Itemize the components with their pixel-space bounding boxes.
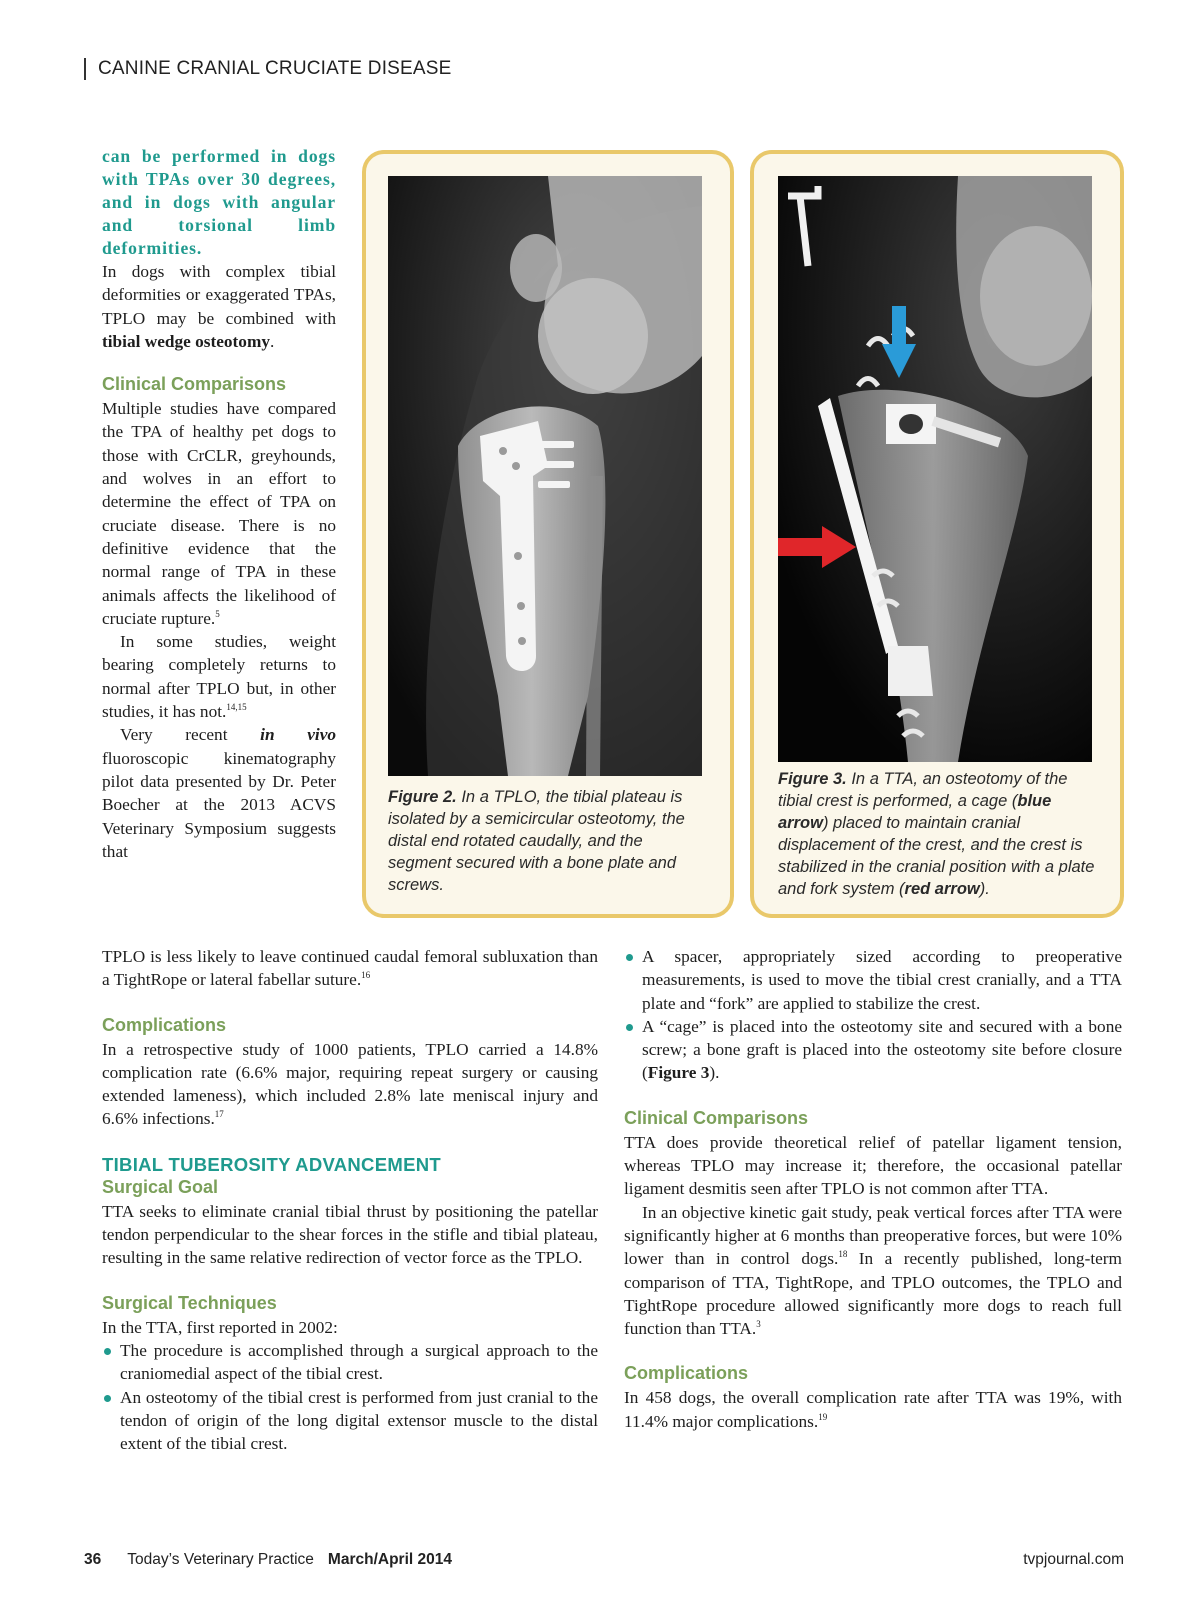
text-run: Multiple studies have compared the TPA of healthy pet dogs to those with CrCLR, greyhounds, and wolves in an effort to determine the effect of TPA on cruciate disease. There is no definitive evidence that the normal range of TPA in these animals affects the likelihood of cruciate rupture. — [102, 399, 336, 628]
paragraph-tpa-studies — [102, 397, 336, 630]
page-number: 36 — [84, 1551, 102, 1568]
paragraph-tibial-wedge — [102, 260, 336, 353]
bullet-list-left — [102, 1339, 598, 1455]
paragraph-patellar: TTA does provide theoretical relief of patellar ligament tension, whereas TPLO may increase it; therefore, the occasional patellar ligament desmitis seen after TPLO is not common after TTA. — [624, 1132, 1122, 1199]
heading-complications: Complications — [102, 1014, 227, 1035]
citation: 17 — [214, 1109, 224, 1120]
bullet-list-right — [624, 945, 1122, 1085]
bold-term: tibial wedge osteotomy — [102, 331, 270, 351]
figure-2-caption — [388, 786, 706, 896]
text-run: In a recently published, long-term comparison of TTA, TightRope, and TPLO outcomes, the TPLO and TightRope procedure allowed significantly more dogs to reach full function than TTA. — [624, 1249, 1122, 1339]
citation: 3 — [756, 1319, 761, 1330]
citation: 19 — [818, 1411, 828, 1422]
text-run: A “cage” is placed into the osteotomy site and secured with a bone screw; a bone graft is placed into the osteotomy site before closure ( — [642, 1016, 1122, 1083]
heading-clinical-comparisons: Clinical Comparisons — [102, 374, 287, 395]
caption-bold: red arrow — [904, 880, 980, 898]
running-head — [84, 58, 452, 80]
heading-complications-tta: Complications — [624, 1363, 749, 1384]
figure-3-radiograph — [778, 176, 1092, 762]
text-run: In some studies, weight bearing completely returns to normal after TPLO but, in other studies, it has not. — [102, 632, 336, 722]
journal-name: Today’s Veterinary Practice — [127, 1551, 314, 1568]
citation: 16 — [361, 970, 371, 981]
heading-tta: TIBIAL TUBEROSITY ADVANCEMENT — [102, 1153, 441, 1175]
list-item: A spacer, appropriately sized according to preoperative measurements, is used to move the tibial crest cranially, and a TTA plate and “fork” are applied to stabilize the crest. — [624, 945, 1122, 1015]
text-run: Very recent — [120, 725, 261, 745]
paragraph-surgical-goal: TTA seeks to eliminate cranial tibial thrust by positioning the patellar tendon perpendicular to the shear forces in the stifle and tibial plateau, resulting in the same relative redirection of vector force as the TPLO. — [102, 1201, 598, 1268]
heading-surgical-goal: Surgical Goal — [102, 1176, 219, 1197]
text-run: In an objective kinetic gait study, peak vertical forces after TTA were significantly higher at 6 months than preoperative forces, but were 10% lower than in control dogs. — [624, 1202, 1122, 1269]
paragraph-weight-bearing — [102, 630, 336, 723]
paragraph-gait-study — [624, 1201, 1122, 1341]
footer-left — [84, 1551, 452, 1569]
citation: 14,15 — [226, 702, 247, 713]
caption-bold: blue arrow — [778, 792, 1052, 832]
figure-ref: Figure 3 — [647, 1063, 710, 1083]
caption-text: In a TPLO, the tibial plateau is isolated by a semicircular osteotomy, the distal end rotated caudally, and the segment secured with a bone plate and screws. — [388, 788, 685, 894]
figure-2-box — [362, 150, 734, 918]
figure-3-caption — [778, 768, 1098, 900]
italic-term: in vivo — [260, 725, 337, 745]
right-column — [624, 945, 1122, 1433]
figure-3-box — [750, 150, 1124, 918]
left-wide-column — [102, 945, 598, 1455]
paragraph-fluoroscopic — [102, 723, 336, 863]
heading-clinical-comparisons-tta: Clinical Comparisons — [624, 1107, 809, 1128]
lead-green-text: can be performed in dogs with TPAs over 30 degrees, and in dogs with angular and torsional limb deformities. — [102, 146, 336, 258]
caption-text: ). — [979, 880, 990, 898]
paragraph-fluoroscopic-cont — [102, 945, 598, 992]
paragraph-tplo-complications — [102, 1038, 598, 1131]
text-run: . — [270, 331, 275, 351]
citation: 18 — [838, 1249, 848, 1260]
figure-label: Figure 2. — [388, 788, 457, 806]
tta-xray-image — [778, 176, 1092, 762]
running-head-bar — [84, 58, 86, 80]
text-run: In dogs with complex tibial deformities or exaggerated TPAs, TPLO may be combined with — [102, 262, 336, 328]
list-item — [624, 1015, 1122, 1085]
figure-label: Figure 3. — [778, 770, 847, 788]
caption-text: ) placed to maintain cranial displacement of the crest, and the crest is stabilized in the cranial position with a plate and fork system ( — [778, 814, 1095, 898]
figure-2-radiograph — [388, 176, 702, 776]
running-head-text: CANINE CRANIAL CRUCIATE DISEASE — [98, 58, 452, 79]
paragraph-tta-intro: In the TTA, first reported in 2002: — [102, 1317, 338, 1337]
text-run: TPLO is less likely to leave continued caudal femoral subluxation than a TightRope or lateral fabellar suture. — [102, 947, 598, 990]
text-run: fluoroscopic kinematography pilot data presented by Dr. Peter Boecher at the 2013 ACVS Veterinary Symposium suggests that — [102, 748, 336, 861]
text-run: In 458 dogs, the overall complication rate after TTA was 19%, with 11.4% major complications. — [624, 1388, 1122, 1431]
citation: 5 — [215, 609, 220, 620]
paragraph-tta-complications — [624, 1386, 1122, 1433]
footer-url: tvpjournal.com — [1023, 1551, 1124, 1568]
heading-surgical-techniques: Surgical Techniques — [102, 1292, 277, 1313]
left-narrow-column — [102, 145, 336, 863]
caption-text: In a TTA, an osteotomy of the tibial crest is performed, a cage ( — [778, 770, 1068, 810]
text-run: In a retrospective study of 1000 patients, TPLO carried a 14.8% complication rate (6.6% major, requiring repeat surgery or causing extended lameness), which included 2.8% late meniscal injury and 6.6% infections. — [102, 1039, 598, 1129]
list-item: The procedure is accomplished through a surgical approach to the craniomedial aspect of the tibial crest. — [102, 1339, 598, 1386]
list-item: An osteotomy of the tibial crest is performed from just cranial to the tendon of origin of the long digital extensor muscle to the distal extent of the tibial crest. — [102, 1386, 598, 1456]
text-run: ). — [709, 1063, 720, 1083]
issue-date: March/April 2014 — [327, 1551, 452, 1568]
tplo-xray-image — [388, 176, 702, 776]
